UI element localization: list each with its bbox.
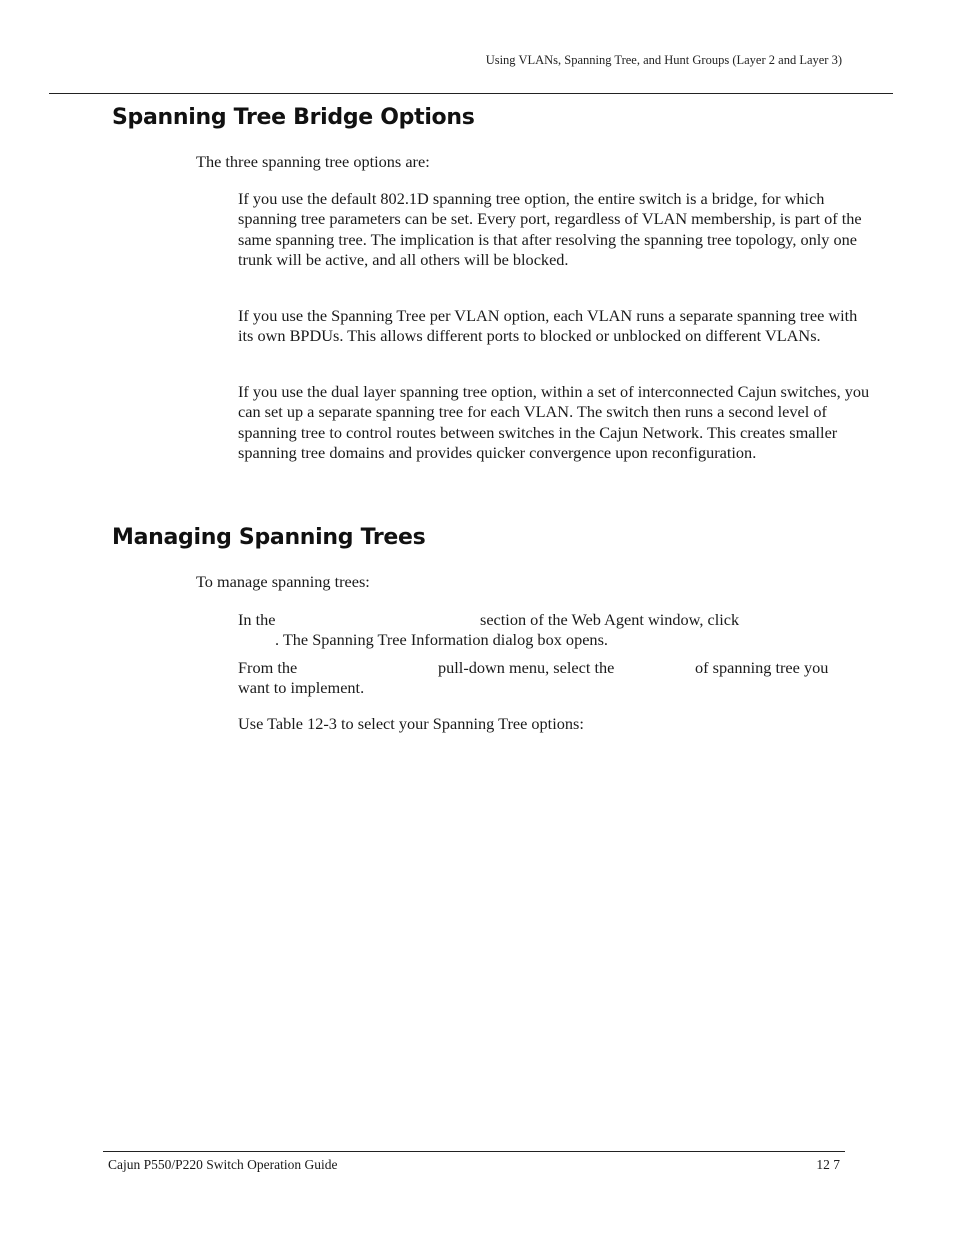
- running-header: Using VLANs, Spanning Tree, and Hunt Groups (Layer 2 and Layer 3): [485, 53, 842, 67]
- step1-text-a: In the: [238, 610, 276, 629]
- step2-text-b: pull-down menu, select the: [438, 658, 615, 677]
- procedure-step-2: [238, 658, 870, 700]
- option-paragraph-per-vlan: If you use the Spanning Tree per VLAN option, each VLAN runs a separate spanning tree with its own BPDUs. This allows different ports to blocked or unblocked on different VLANs.: [238, 306, 858, 346]
- option-paragraph-dual-layer: If you use the dual layer spanning tree option, within a set of interconnected Cajun switches, you can set up a separate spanning tree for each VLAN. The switch then runs a second level of spanning tree to control routes between switches in the Cajun Network. This creates smaller spanning tree domains and provides quicker convergence upon reconfiguration.: [238, 382, 870, 462]
- procedure-step-3: Use Table 12-3 to select your Spanning Tree options:: [238, 714, 584, 733]
- page-number: 12 7: [816, 1157, 840, 1172]
- step2-text-d: want to implement.: [238, 678, 365, 697]
- section-title-bridge-options: Spanning Tree Bridge Options: [112, 105, 475, 130]
- section-title-managing-spanning-trees: Managing Spanning Trees: [112, 525, 426, 550]
- step2-text-c: of spanning tree you: [695, 658, 829, 677]
- footer-guide-title: Cajun P550/P220 Switch Operation Guide: [108, 1157, 338, 1172]
- procedure-step-1: [238, 610, 870, 652]
- step1-text-c: . The Spanning Tree Information dialog box opens.: [275, 630, 608, 649]
- section2-intro: To manage spanning trees:: [196, 572, 370, 591]
- option-paragraph-8021d: If you use the default 802.1D spanning tree option, the entire switch is a bridge, for which spanning tree parameters can be set. Every port, regardless of VLAN membership, is part of the same spanning tree. The implication is that after resolving the spanning tree topology, only one trunk will be active, and all others will be blocked.: [238, 189, 862, 269]
- section1-intro: The three spanning tree options are:: [196, 152, 430, 171]
- step2-text-a: From the: [238, 658, 298, 677]
- footer-rule: [103, 1151, 845, 1152]
- step1-text-b: section of the Web Agent window, click: [480, 610, 740, 629]
- header-rule: [49, 93, 893, 94]
